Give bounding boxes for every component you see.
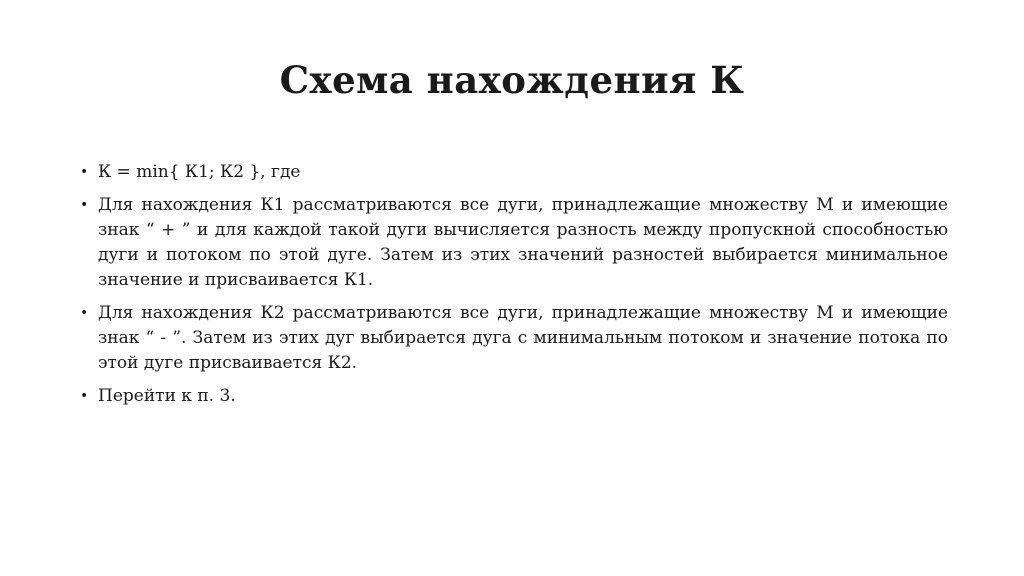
bullet-dot-icon: •	[80, 164, 89, 180]
bullet-item	[76, 160, 948, 185]
bullet-list	[76, 160, 948, 417]
bullet-dot-icon: •	[80, 197, 89, 213]
bullet-item	[76, 193, 948, 293]
bullet-item	[76, 301, 948, 376]
bullet-text: К = min{ К1; К2 }, где	[98, 162, 301, 182]
slide-title: Схема нахождения К	[279, 58, 745, 102]
bullet-dot-icon: •	[80, 305, 89, 321]
bullet-text: Для нахождения К2 рассматриваются все дуги, принадлежащие множеству М и имеющие знак “ - ”. Затем из этих дуг выбирается дуга с минимальным потоком и значение потока по этой дуге присваивается К2.	[98, 303, 948, 373]
bullet-text: Перейти к п. 3.	[98, 386, 236, 406]
bullet-dot-icon: •	[80, 388, 89, 404]
bullet-item	[76, 384, 948, 409]
bullet-text: Для нахождения К1 рассматриваются все дуги, принадлежащие множеству М и имеющие знак “ + ” и для каждой такой дуги вычисляется разность между пропускной способностью дуги и потоком по этой дуге. Затем из этих значений разностей выбирается минимальное значение и присваивается К1.	[98, 195, 948, 290]
